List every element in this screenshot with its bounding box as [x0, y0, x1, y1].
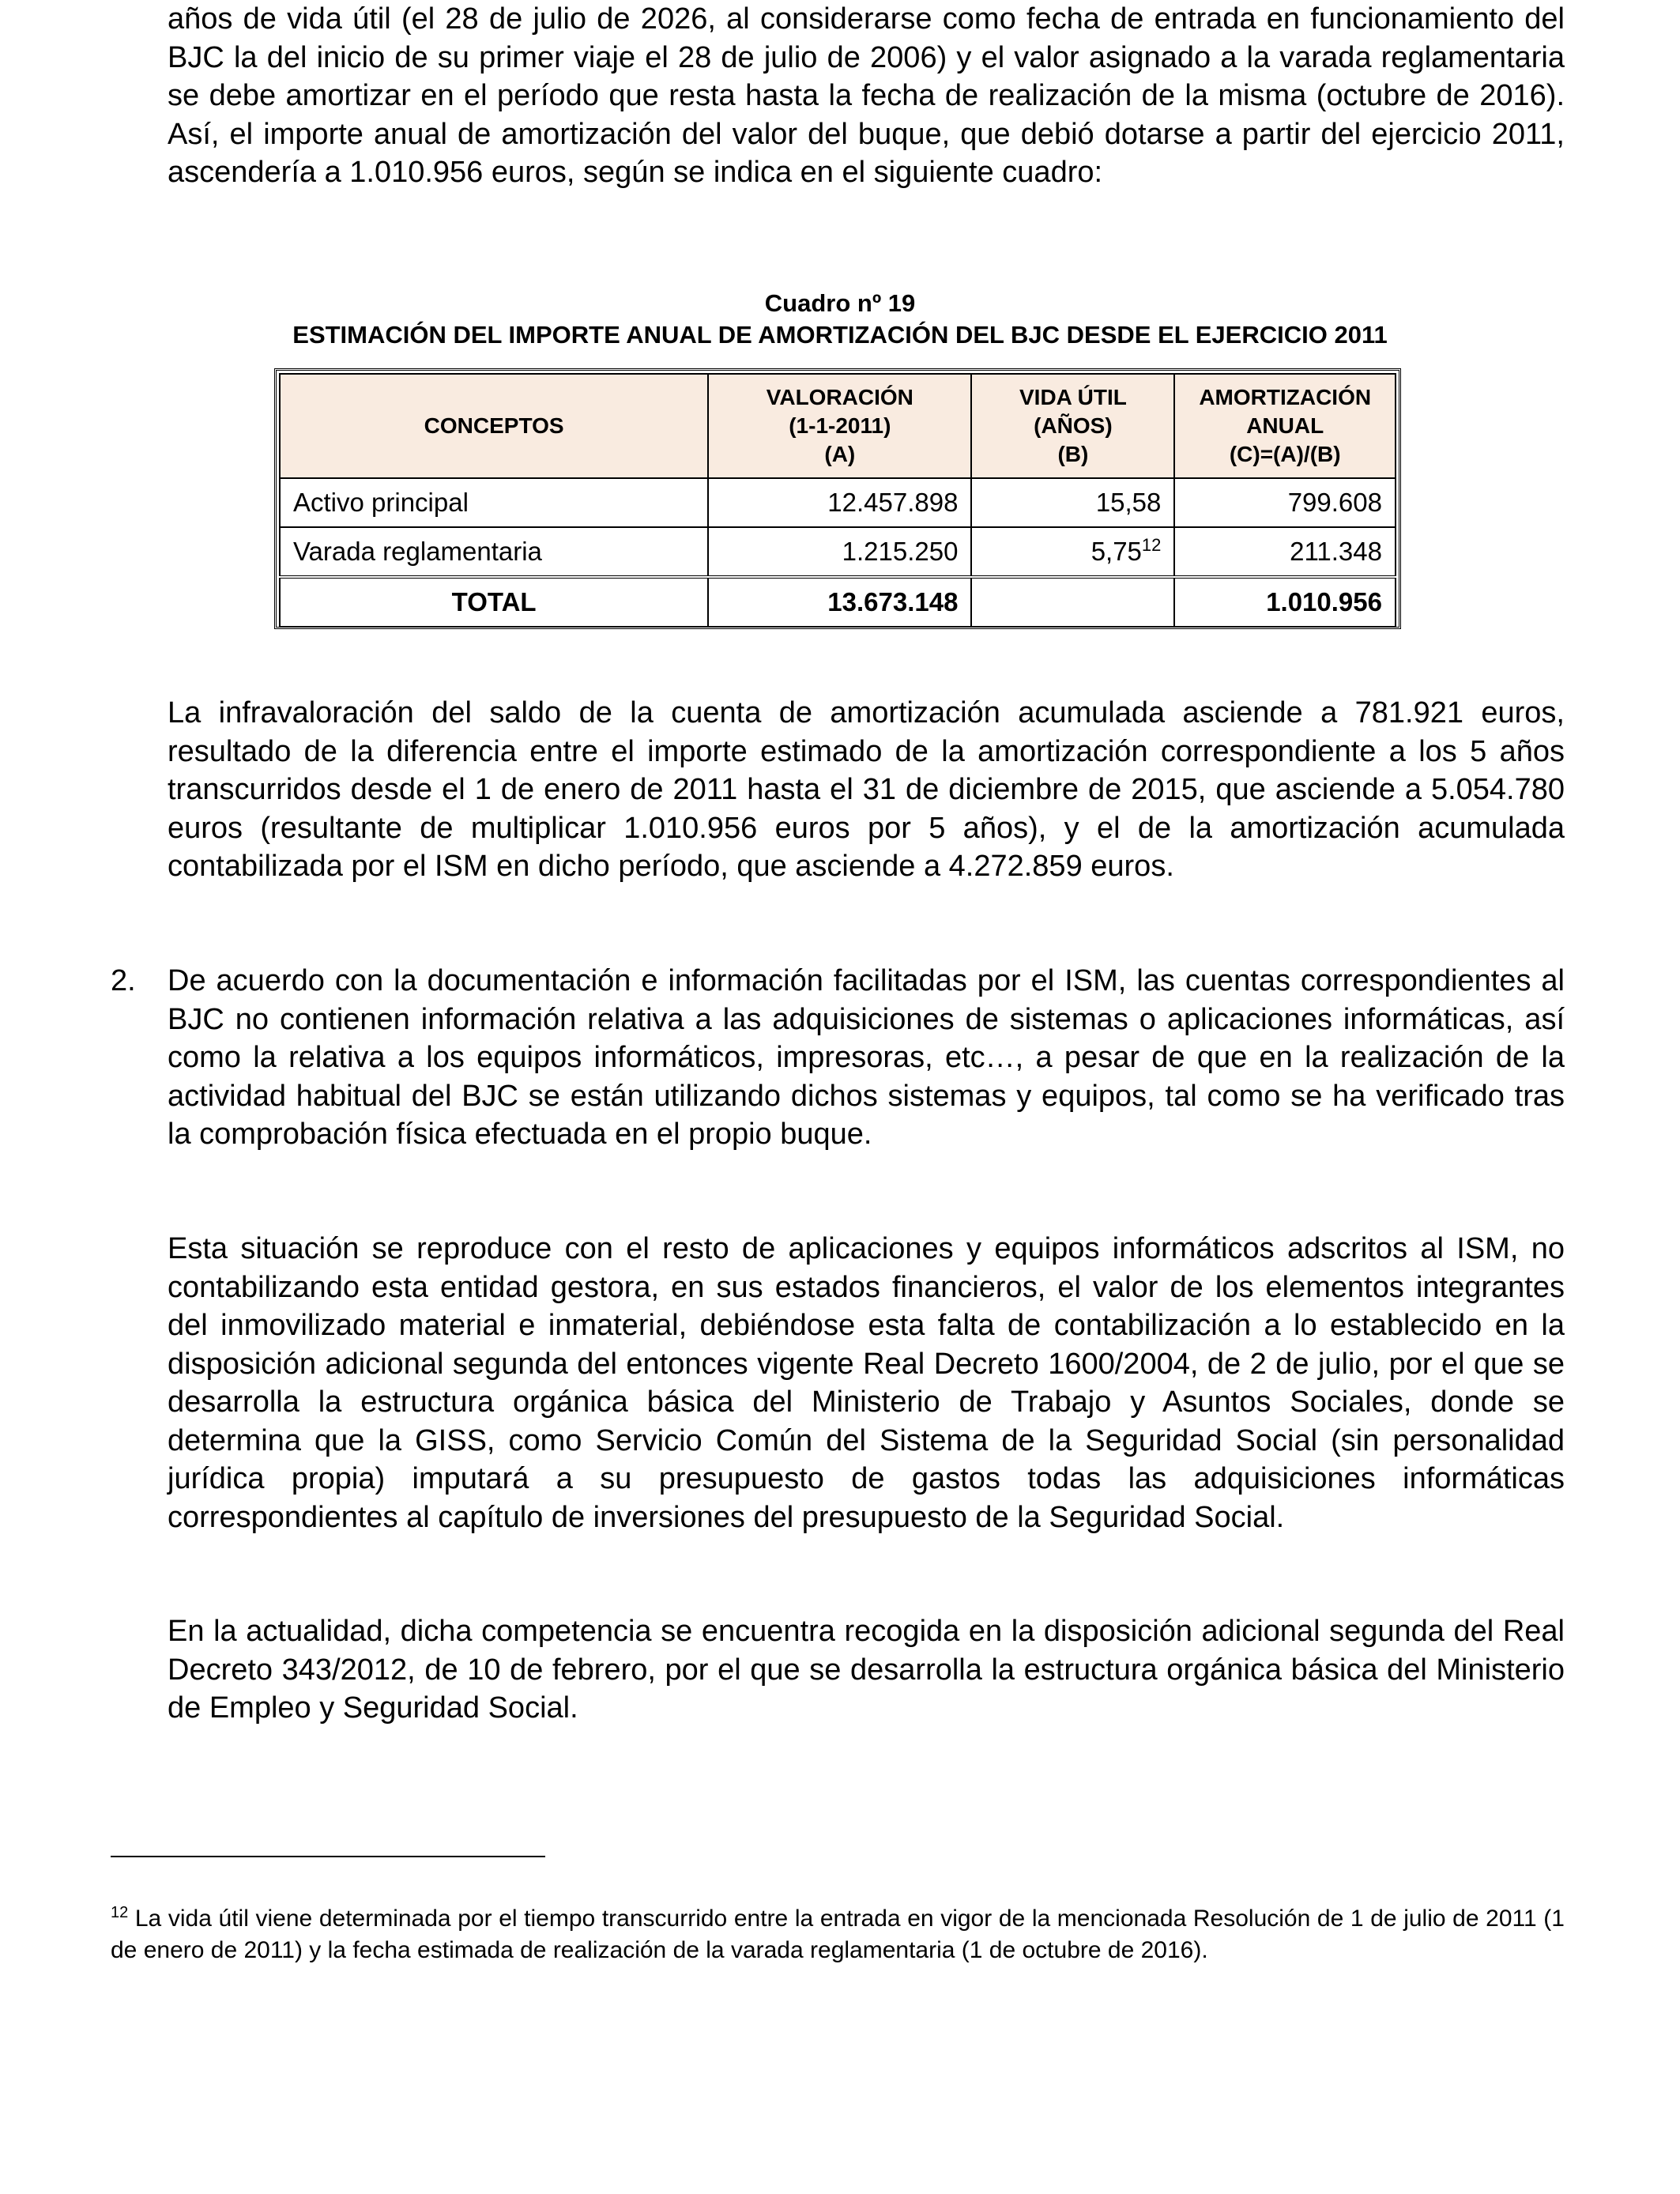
- cell-concepto: Varada reglamentaria: [280, 527, 708, 577]
- amortization-table-frame: [274, 368, 1401, 629]
- header-vida-util: [971, 374, 1174, 478]
- table-header-row: [280, 374, 1396, 478]
- header-amort-line3: (C)=(A)/(B): [1229, 442, 1341, 466]
- header-vida-line2: (AÑOS): [1034, 413, 1113, 438]
- header-valoracion-line3: (A): [824, 442, 856, 466]
- cell-vida: [971, 527, 1174, 577]
- table-total-row: [280, 577, 1396, 627]
- header-vida-line1: VIDA ÚTIL: [1019, 385, 1127, 409]
- cell-total-label: TOTAL: [280, 577, 708, 627]
- footnote-separator: [111, 1856, 545, 1857]
- cell-total-amortizacion: 1.010.956: [1174, 577, 1396, 627]
- header-amort-line1: AMORTIZACIÓN: [1199, 385, 1372, 409]
- header-valoracion-line2: (1-1-2011): [789, 413, 891, 438]
- header-valoracion-line1: VALORACIÓN: [766, 385, 913, 409]
- cell-valoracion: 12.457.898: [708, 478, 971, 527]
- cell-amortizacion: 211.348: [1174, 527, 1396, 577]
- paragraph-infravaloracion: La infravaloración del saldo de la cuenta de amortización acumulada asciende a 781.921 euros, resultado de la diferencia entre el importe estimado de la amortización correspondiente a los 5 años transcurridos desde el 1 de enero de 2011 hasta el 31 de diciembre de 2015, que asciende a 5.054.780 euros (resultante de multiplicar 1.010.956 euros por 5 años), y el de la amortización acumulada contabilizada por el ISM en dicho período, que asciende a 4.272.859 euros.: [168, 696, 1565, 883]
- paragraph-situacion: Esta situación se reproduce con el resto de aplicaciones y equipos informáticos adscritos al ISM, no contabilizando esta entidad gestora, en sus estados financieros, el valor de los elementos integrantes del inmovilizado material e inmaterial, debiéndose esta falta de contabilización a lo establecido en la disposición adicional segunda del entonces vigente Real Decreto 1600/2004, de 2 de julio, por el que se desarrolla la estructura orgánica básica del Ministerio de Trabajo y Asuntos Sociales, donde se determina que la GISS, como Servicio Común del Sistema de la Seguridad Social (sin personalidad jurídica propia) imputará a su presupuesto de gastos todas las adquisiciones informáticas correspondientes al capítulo de inversiones del presupuesto de la Seguridad Social.: [168, 1232, 1565, 1534]
- header-conceptos: [280, 374, 708, 478]
- paragraph-point-2: De acuerdo con la documentación e información facilitadas por el ISM, las cuentas correspondientes al BJC no contienen información relativa a las adquisiciones de sistemas o aplicaciones informáticas, así como la relativa a los equipos informáticos, impresoras, etc…, a pesar de que en la realización de la actividad habitual del BJC se están utilizando dichos sistemas y equipos, tal como se ha verificado tras la comprobación física efectuada en el propio buque.: [168, 964, 1565, 1151]
- cell-valoracion: 1.215.250: [708, 527, 971, 577]
- footnote: [111, 1903, 1565, 1966]
- table-row: [280, 527, 1396, 577]
- cell-concepto: Activo principal: [280, 478, 708, 527]
- table-caption-title: ESTIMACIÓN DEL IMPORTE ANUAL DE AMORTIZACIÓN DEL BJC DESDE EL EJERCICIO 2011: [292, 321, 1388, 349]
- amortization-table: [279, 373, 1396, 628]
- header-amortizacion: [1174, 374, 1396, 478]
- header-amort-line2: ANUAL: [1246, 413, 1324, 438]
- table-row: [280, 478, 1396, 527]
- cell-total-valoracion: 13.673.148: [708, 577, 971, 627]
- list-number-2: 2.: [111, 964, 136, 997]
- header-conceptos-label: CONCEPTOS: [424, 413, 564, 438]
- header-valoracion: [708, 374, 971, 478]
- cell-vida-value: 5,75: [1090, 537, 1142, 566]
- footnote-text: La vida útil viene determinada por el tiempo transcurrido entre la entrada en vigor de la mencionada Resolución de 1 de julio de 2011 (1 de enero de 2011) y la fecha estimada de realización de la varada reglamentaria (1 de octubre de 2016).: [111, 1906, 1565, 1963]
- cell-vida: 15,58: [971, 478, 1174, 527]
- footnote-ref[interactable]: 12: [1141, 535, 1162, 555]
- table-caption-number: Cuadro nº 19: [764, 289, 916, 317]
- paragraph-intro: años de vida útil (el 28 de julio de 2026, al considerarse como fecha de entrada en funcionamiento del BJC la del inicio de su primer viaje el 28 de julio de 2006) y el valor asignado a la varada reglamentaria se debe amortizar en el período que resta hasta la fecha de realización de la misma (octubre de 2016). Así, el importe anual de amortización del valor del buque, que debió dotarse a partir del ejercicio 2011, ascendería a 1.010.956 euros, según se indica en el siguiente cuadro:: [168, 2, 1565, 189]
- footnote-marker: 12: [111, 1904, 129, 1921]
- cell-amortizacion: 799.608: [1174, 478, 1396, 527]
- cell-total-vida: [971, 577, 1174, 627]
- paragraph-actualidad: En la actualidad, dicha competencia se encuentra recogida en la disposición adicional segunda del Real Decreto 343/2012, de 10 de febrero, por el que se desarrolla la estructura orgánica básica del Ministerio de Empleo y Seguridad Social.: [168, 1615, 1565, 1725]
- header-vida-line3: (B): [1057, 442, 1089, 466]
